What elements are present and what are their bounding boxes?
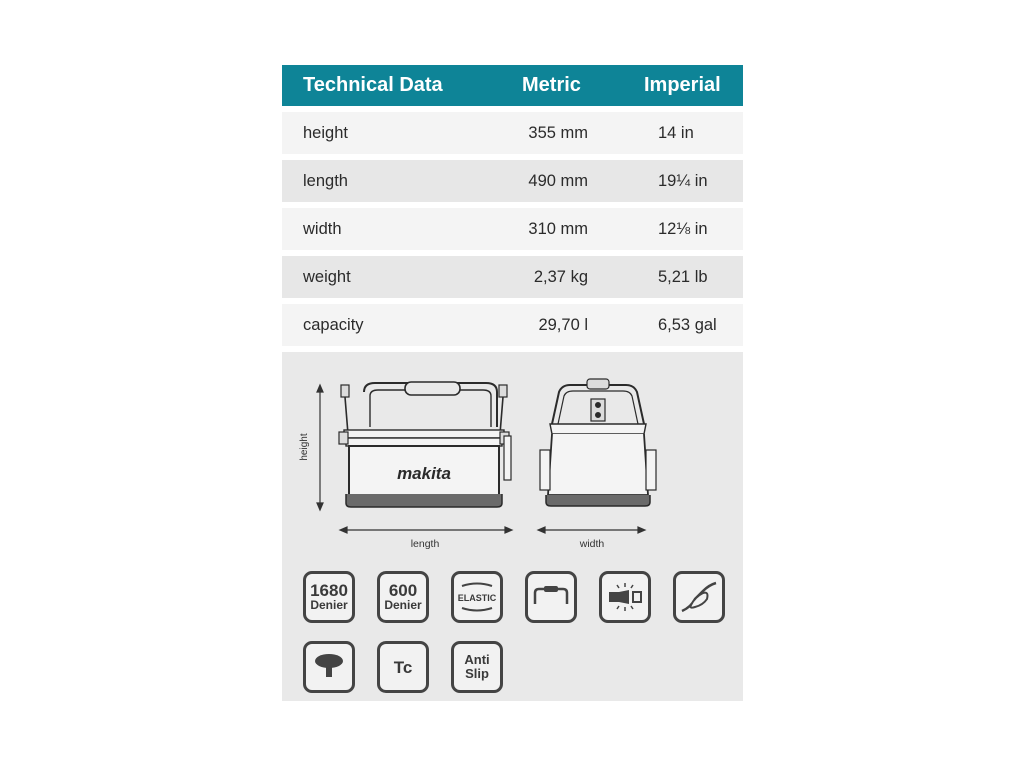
anti-slip-icon <box>451 641 503 693</box>
table-row-length <box>282 160 743 202</box>
width-label: width <box>579 538 605 550</box>
row-imperial-value: 12⅛ in <box>658 220 708 238</box>
row-metric-value: 310 mm <box>528 220 588 238</box>
denier-600-number: 600 <box>388 581 418 600</box>
bag-side-view <box>540 379 656 506</box>
table-row-width <box>282 208 743 250</box>
row-imperial-value: 6,53 gal <box>658 316 717 334</box>
table-header <box>282 65 743 106</box>
bag-front-view <box>339 382 511 507</box>
row-label: width <box>303 220 342 238</box>
row-imperial-value: 5,21 lb <box>658 268 708 286</box>
row-label: height <box>303 124 348 142</box>
elastic-icon <box>451 571 503 623</box>
technical-data-sheet <box>282 65 743 701</box>
tc-text: Tc <box>393 657 413 677</box>
table-row-weight <box>282 256 743 298</box>
anti-text: Anti <box>464 652 490 667</box>
row-label: weight <box>303 268 351 286</box>
table-row-capacity <box>282 304 743 346</box>
tc-icon <box>377 641 429 693</box>
slip-text: Slip <box>465 666 489 681</box>
dimension-drawing <box>282 352 743 562</box>
denier-1680-number: 1680 <box>310 581 348 600</box>
handle-icon <box>525 571 577 623</box>
denier-600-text: Denier <box>384 598 422 612</box>
width-dimension-line <box>538 527 645 533</box>
height-label: height <box>299 433 310 461</box>
product-figure-panel <box>282 352 743 701</box>
row-metric-value: 29,70 l <box>538 316 588 334</box>
header-technical-data: Technical Data <box>303 74 443 96</box>
denier-600-icon <box>377 571 429 623</box>
shoulder-strap-icon <box>673 571 725 623</box>
row-label: length <box>303 172 348 190</box>
elastic-graphic <box>457 579 497 615</box>
length-label: length <box>410 538 440 550</box>
foot-graphic <box>309 649 349 685</box>
length-dimension-line <box>340 527 512 533</box>
rubber-foot-icon <box>303 641 355 693</box>
header-metric: Metric <box>522 74 581 96</box>
row-metric-value: 2,37 kg <box>533 268 588 286</box>
header-imperial: Imperial <box>644 74 721 96</box>
table-row-height <box>282 112 743 154</box>
elastic-text: ELASTIC <box>457 593 497 603</box>
row-metric-value: 490 mm <box>528 172 588 190</box>
denier-1680-icon <box>303 571 355 623</box>
denier-1680-text: Denier <box>310 598 348 612</box>
brand-logo: makita <box>397 464 451 483</box>
strap-graphic <box>679 577 719 617</box>
handle-graphic <box>531 582 571 612</box>
buckle-light-icon <box>599 571 651 623</box>
buckle-graphic <box>605 580 645 614</box>
row-imperial-value: 19¼ in <box>658 172 708 190</box>
row-metric-value: 355 mm <box>528 124 588 142</box>
row-imperial-value: 14 in <box>658 124 694 142</box>
row-label: capacity <box>303 316 364 334</box>
height-dimension-line <box>317 385 323 510</box>
